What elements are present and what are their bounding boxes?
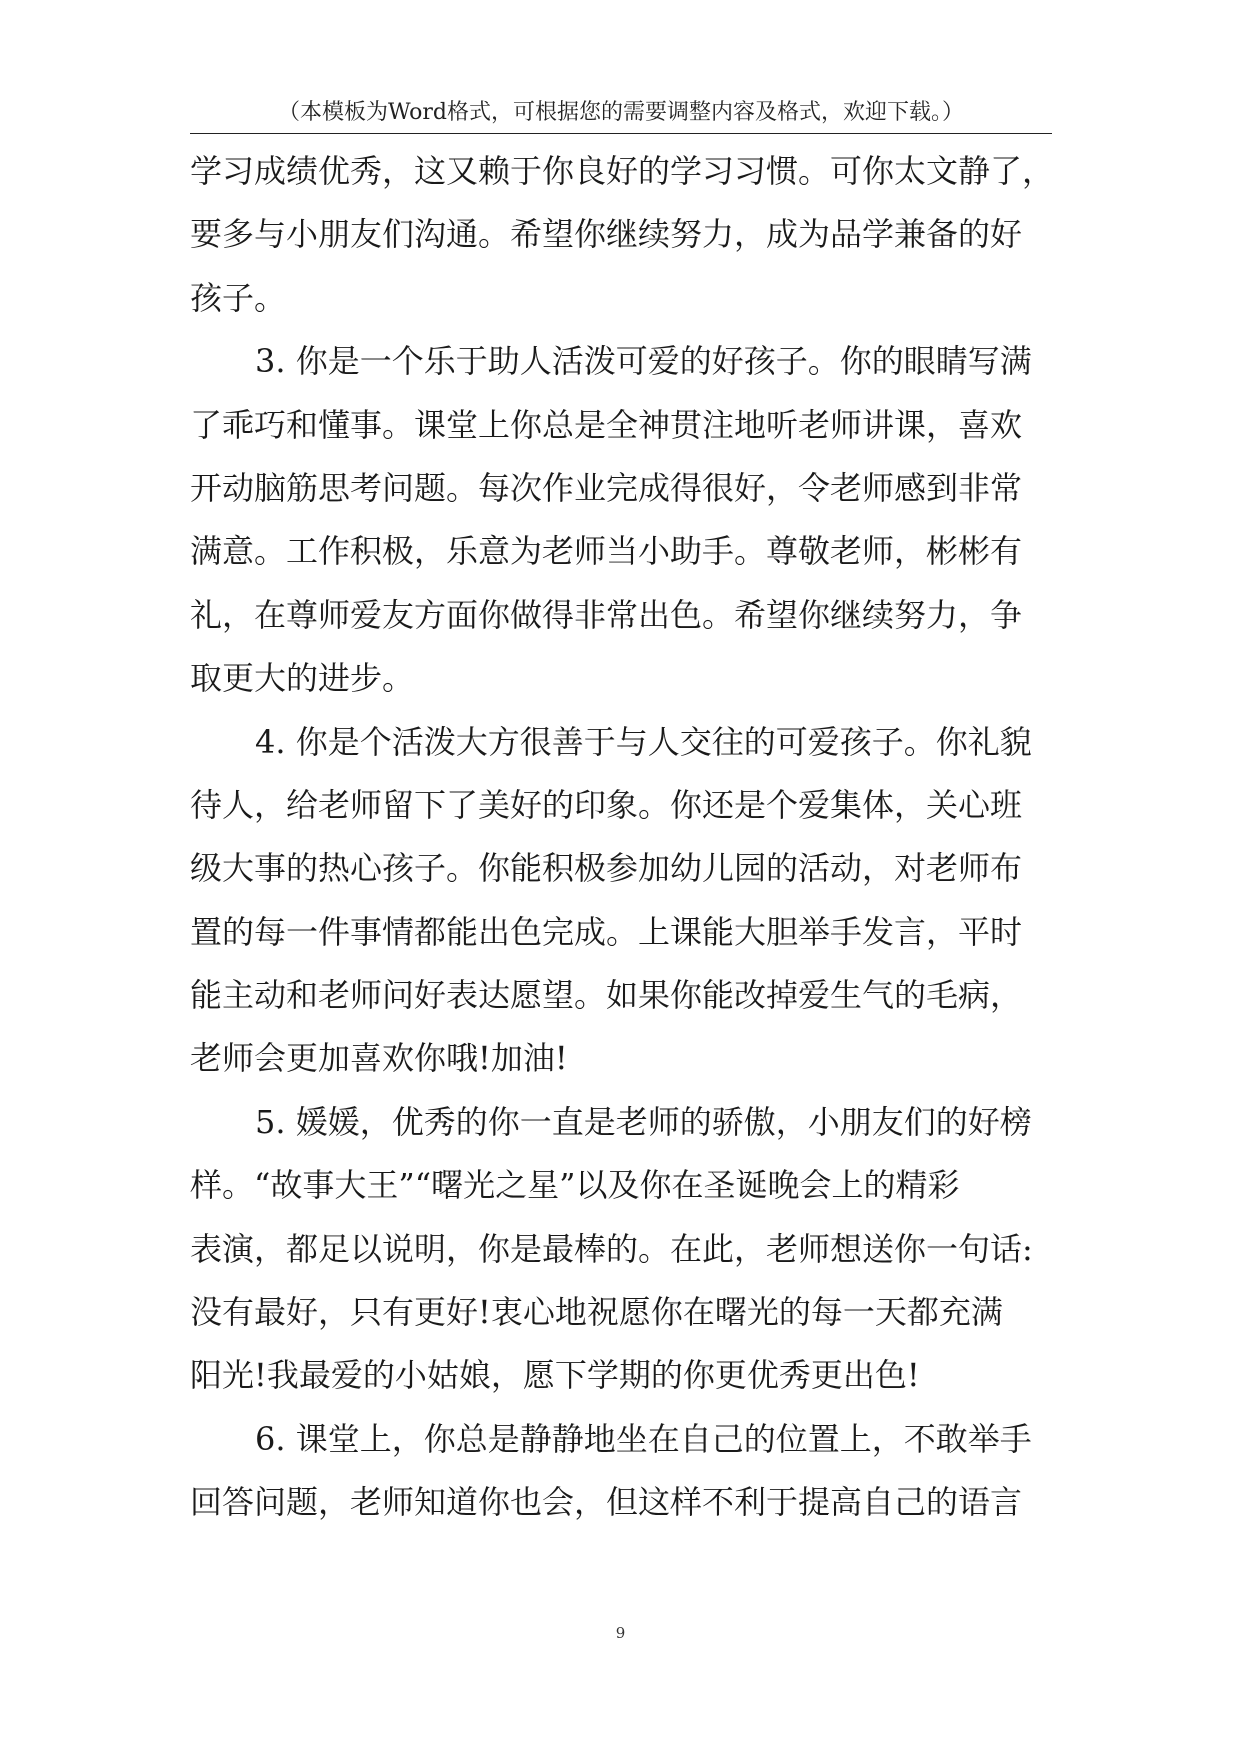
text-line: 置的每一件事情都能出色完成。上课能大胆举手发言，平时 — [190, 912, 1023, 951]
text-line: 学习成绩优秀，这又赖于你良好的学习习惯。可你太文静了， — [190, 152, 1055, 190]
text-line: 要多与小朋友们沟通。希望你继续努力，成为品学兼备的好 — [190, 215, 1023, 254]
text-line: 孩子。 — [190, 278, 287, 317]
text-line: 礼，在尊师爱友方面你做得非常出色。希望你继续努力，争 — [190, 595, 1023, 634]
text-line: 回答问题，老师知道你也会，但这样不利于提高自己的语言 — [190, 1483, 1023, 1522]
text-line: 阳光!我最爱的小姑娘，愿下学期的你更优秀更出色! — [190, 1356, 920, 1395]
text-line: 样。“故事大王”“曙光之星”以及你在圣诞晚会上的精彩 — [190, 1166, 960, 1205]
text-line: 级大事的热心孩子。你能积极参加幼儿园的活动，对老师布 — [190, 849, 1023, 888]
text-line: 了乖巧和懂事。课堂上你总是全神贯注地听老师讲课，喜欢 — [190, 405, 1023, 444]
text-line: 满意。工作积极，乐意为老师当小助手。尊敬老师，彬彬有 — [190, 532, 1023, 571]
paragraph-start-line: 5. 媛媛，优秀的你一直是老师的骄傲，小朋友们的好榜 — [255, 1102, 1032, 1141]
text-line: 没有最好，只有更好!衷心地祝愿你在曙光的每一天都充满 — [190, 1293, 1003, 1332]
text-line: 待人，给老师留下了美好的印象。你还是个爱集体，关心班 — [190, 785, 1023, 824]
text-line: 开动脑筋思考问题。每次作业完成得很好，令老师感到非常 — [190, 468, 1023, 507]
text-line: 老师会更加喜欢你哦!加油! — [190, 1039, 568, 1078]
text-line: 取更大的进步。 — [190, 659, 415, 698]
text-line: 能主动和老师问好表达愿望。如果你能改掉爱生气的毛病， — [190, 976, 1023, 1015]
body-text — [190, 140, 1060, 1535]
paragraph-start-line: 3. 你是一个乐于助人活泼可爱的好孩子。你的眼睛写满 — [255, 342, 1032, 381]
page-header: （本模板为Word格式，可根据您的需要调整内容及格式，欢迎下载。） — [278, 100, 964, 125]
header-divider — [190, 133, 1052, 134]
text-line: 表演，都足以说明，你是最棒的。在此，老师想送你一句话: — [190, 1229, 1033, 1268]
paragraph-start-line: 4. 你是个活泼大方很善于与人交往的可爱孩子。你礼貌 — [255, 722, 1032, 761]
page-number: 9 — [615, 1624, 626, 1642]
paragraph-start-line: 6. 课堂上，你总是静静地坐在自己的位置上，不敢举手 — [255, 1419, 1032, 1458]
